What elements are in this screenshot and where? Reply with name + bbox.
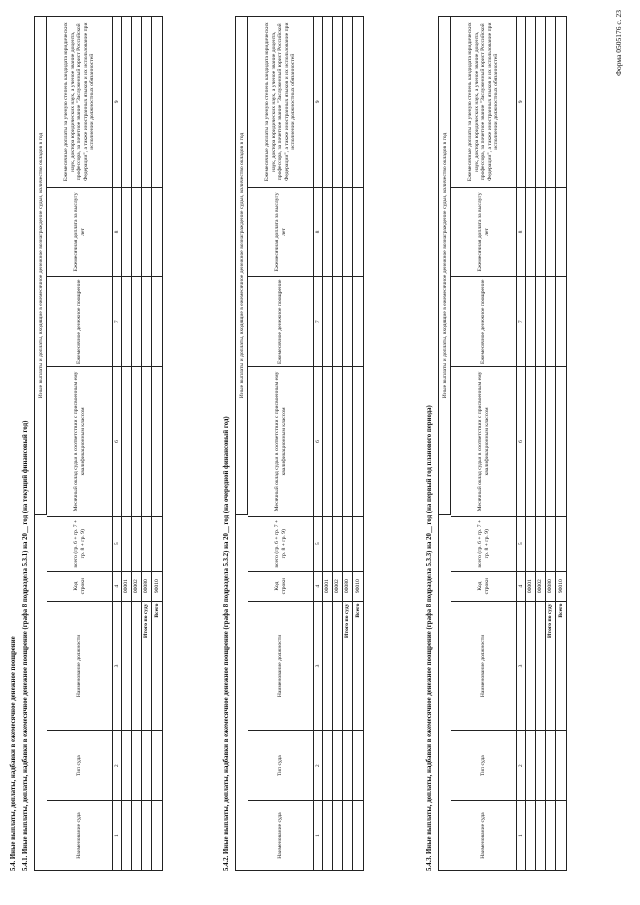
row-code: 00002 bbox=[333, 571, 343, 601]
column-number: 6 bbox=[314, 366, 323, 516]
section-heading: 5.4.2. Иные выплаты, доплаты, надбавки в ежемесячное денежное поощрение (графа 8 подраздела 5.3.2) на 20__ год (на очередной финансовый год) bbox=[223, 416, 230, 871]
table-cell bbox=[546, 366, 556, 516]
table-cell bbox=[132, 366, 142, 516]
table-cell bbox=[343, 17, 353, 187]
column-header: Наименование суда bbox=[248, 800, 314, 870]
table-row bbox=[536, 17, 546, 870]
grand-total-row bbox=[556, 17, 566, 870]
table-cell bbox=[132, 516, 142, 571]
column-number: 7 bbox=[113, 276, 122, 366]
column-number: 5 bbox=[113, 516, 122, 571]
row-code: 00002 bbox=[132, 571, 142, 601]
table-cell bbox=[152, 516, 162, 571]
table-cell bbox=[333, 187, 343, 277]
table-cell bbox=[343, 730, 353, 800]
column-header: Наименование суда bbox=[451, 800, 517, 870]
column-header: всего (гр. 6 + гр. 7 + гр. 8 + гр. 9) bbox=[451, 516, 517, 571]
total-code: 00080 bbox=[546, 571, 556, 601]
table-cell bbox=[536, 276, 546, 366]
table-cell bbox=[122, 17, 132, 187]
table-cell bbox=[122, 366, 132, 516]
column-header: Месячный оклад судьи в соответствии с присвоенным ему квалификационным классом bbox=[451, 366, 517, 516]
column-number: 2 bbox=[517, 730, 526, 800]
column-header: Код строки bbox=[248, 571, 314, 601]
grand-total-code: 90010 bbox=[353, 571, 363, 601]
table-cell bbox=[333, 730, 343, 800]
table-cell bbox=[343, 366, 353, 516]
column-header: Месячный оклад судьи в соответствии с присвоенным ему квалификационным классом bbox=[47, 366, 113, 516]
column-number: 4 bbox=[314, 571, 323, 601]
table-cell bbox=[536, 601, 546, 731]
table-cell bbox=[142, 276, 152, 366]
table-cell bbox=[333, 366, 343, 516]
table-row bbox=[526, 17, 536, 870]
table-cell bbox=[526, 366, 536, 516]
column-number: 8 bbox=[517, 187, 526, 277]
table-cell bbox=[556, 276, 566, 366]
total-label: Итого по суду bbox=[546, 601, 556, 731]
table-row bbox=[132, 17, 142, 870]
table-cell bbox=[536, 730, 546, 800]
header-row bbox=[451, 17, 517, 870]
column-header: Наименование должности bbox=[248, 601, 314, 731]
column-header: Месячный оклад судьи в соответствии с присвоенным ему квалификационным классом bbox=[248, 366, 314, 516]
table-cell bbox=[536, 800, 546, 870]
table-cell bbox=[323, 17, 333, 187]
table-row bbox=[122, 17, 132, 870]
column-header: Наименование суда bbox=[47, 800, 113, 870]
column-header: Тип суда bbox=[47, 730, 113, 800]
table-cell bbox=[122, 276, 132, 366]
table-cell bbox=[536, 17, 546, 187]
column-number: 7 bbox=[314, 276, 323, 366]
column-number: 6 bbox=[517, 366, 526, 516]
column-number: 6 bbox=[113, 366, 122, 516]
table-cell bbox=[353, 187, 363, 277]
column-number: 5 bbox=[517, 516, 526, 571]
column-number: 1 bbox=[517, 800, 526, 870]
table-cell bbox=[353, 17, 363, 187]
table-cell bbox=[526, 187, 536, 277]
table-cell bbox=[353, 516, 363, 571]
table-cell bbox=[323, 366, 333, 516]
table-cell bbox=[333, 276, 343, 366]
table-cell bbox=[323, 276, 333, 366]
span-header: Иные выплаты и доплаты, входящие в ежемесячное денежное вознаграждение судьи, количество окладов в год bbox=[35, 17, 47, 515]
table-cell bbox=[142, 800, 152, 870]
total-label: Итого по суду bbox=[343, 601, 353, 731]
table-cell bbox=[546, 187, 556, 277]
table-cell bbox=[122, 800, 132, 870]
grand-total-label: Всего bbox=[353, 601, 363, 731]
table-cell bbox=[343, 187, 353, 277]
table-cell bbox=[526, 601, 536, 731]
span-header: Иные выплаты и доплаты, входящие в ежемесячное денежное вознаграждение судьи, количество окладов в год bbox=[439, 17, 451, 515]
table-cell bbox=[353, 800, 363, 870]
column-number-row bbox=[314, 17, 323, 870]
table-cell bbox=[323, 187, 333, 277]
form-number: Форма 0505176 с. 23 bbox=[614, 10, 623, 76]
header-row bbox=[47, 17, 113, 870]
table-cell bbox=[142, 516, 152, 571]
table-cell bbox=[546, 276, 556, 366]
table-cell bbox=[132, 730, 142, 800]
column-header: Наименование должности bbox=[47, 601, 113, 731]
column-header: Ежемесячное денежное поощрение bbox=[248, 276, 314, 366]
table-cell bbox=[546, 516, 556, 571]
column-header: Наименование должности bbox=[451, 601, 517, 731]
section-heading: 5.4.3. Иные выплаты, доплаты, надбавки в ежемесячное денежное поощрение (графа 8 подраздела 5.3.3) на 20__ год (на первый год планового периода) bbox=[426, 405, 433, 871]
column-header: Ежемесячные доплаты за ученую степень кандидата юридических наук, доктора юридических наук, а ученое звание доцента, профессора, за почетное звание "Заслуженный юрист Российской Федерации", а также иностранных языков и их использование при исполнении должностных обязанностей bbox=[248, 17, 314, 187]
table-cell bbox=[343, 516, 353, 571]
column-number-row bbox=[113, 17, 122, 870]
table-cell bbox=[353, 730, 363, 800]
grand-total-label: Всего bbox=[556, 601, 566, 731]
section-table bbox=[235, 16, 364, 871]
table-cell bbox=[546, 800, 556, 870]
table-cell bbox=[536, 516, 546, 571]
table-cell bbox=[132, 276, 142, 366]
table-cell bbox=[333, 800, 343, 870]
column-number: 2 bbox=[113, 730, 122, 800]
table-row bbox=[333, 17, 343, 870]
table-cell bbox=[556, 187, 566, 277]
column-header: Тип суда bbox=[451, 730, 517, 800]
total-code: 00080 bbox=[142, 571, 152, 601]
table-row bbox=[323, 17, 333, 870]
column-header: Ежемесячная доплата за выслугу лет bbox=[451, 187, 517, 277]
column-number: 8 bbox=[113, 187, 122, 277]
table-cell bbox=[152, 800, 162, 870]
column-number: 4 bbox=[517, 571, 526, 601]
column-number: 9 bbox=[113, 17, 122, 187]
grand-total-label: Всего bbox=[152, 601, 162, 731]
table-cell bbox=[132, 17, 142, 187]
column-number: 1 bbox=[113, 800, 122, 870]
table-cell bbox=[343, 276, 353, 366]
column-number: 5 bbox=[314, 516, 323, 571]
table-cell bbox=[526, 516, 536, 571]
table-cell bbox=[122, 516, 132, 571]
total-row bbox=[546, 17, 556, 870]
column-number: 3 bbox=[314, 601, 323, 731]
total-row bbox=[142, 17, 152, 870]
grand-total-code: 90010 bbox=[152, 571, 162, 601]
table-cell bbox=[333, 516, 343, 571]
table-cell bbox=[546, 17, 556, 187]
total-row bbox=[343, 17, 353, 870]
span-header: Иные выплаты и доплаты, входящие в ежемесячное денежное вознаграждение судьи, количество окладов в год bbox=[236, 17, 248, 515]
table-cell bbox=[142, 730, 152, 800]
table-cell bbox=[152, 187, 162, 277]
column-number: 9 bbox=[314, 17, 323, 187]
table-cell bbox=[526, 17, 536, 187]
table-cell bbox=[343, 800, 353, 870]
column-header: Тип суда bbox=[248, 730, 314, 800]
row-code: 00001 bbox=[526, 571, 536, 601]
table-cell bbox=[353, 276, 363, 366]
section-heading-main: 5.4. Иные выплаты, доплаты, надбавки в ежемесячное денежное поощрение bbox=[10, 636, 17, 871]
table-cell bbox=[526, 800, 536, 870]
table-cell bbox=[556, 800, 566, 870]
grand-total-row bbox=[353, 17, 363, 870]
column-number: 8 bbox=[314, 187, 323, 277]
table-cell bbox=[122, 187, 132, 277]
table-cell bbox=[152, 366, 162, 516]
table-cell bbox=[323, 601, 333, 731]
row-code: 00001 bbox=[323, 571, 333, 601]
column-number: 9 bbox=[517, 17, 526, 187]
table-cell bbox=[152, 730, 162, 800]
table-cell bbox=[556, 516, 566, 571]
table-cell bbox=[353, 366, 363, 516]
column-number: 4 bbox=[113, 571, 122, 601]
table-cell bbox=[333, 17, 343, 187]
table-cell bbox=[142, 366, 152, 516]
column-header: Ежемесячное денежное поощрение bbox=[451, 276, 517, 366]
total-label: Итого по суду bbox=[142, 601, 152, 731]
table-cell bbox=[142, 17, 152, 187]
column-header: Ежемесячная доплата за выслугу лет bbox=[47, 187, 113, 277]
section-heading: 5.4.1. Иные выплаты, доплаты, надбавки в ежемесячное денежное поощрение (графа 8 подраздела 5.3.1) на 20__ год (на текущий финансовый год) bbox=[22, 420, 29, 871]
table-cell bbox=[333, 601, 343, 731]
grand-total-code: 90010 bbox=[556, 571, 566, 601]
table-cell bbox=[526, 276, 536, 366]
total-code: 00080 bbox=[343, 571, 353, 601]
column-number: 3 bbox=[113, 601, 122, 731]
table-cell bbox=[556, 366, 566, 516]
column-header: Ежемесячная доплата за выслугу лет bbox=[248, 187, 314, 277]
table-cell bbox=[323, 516, 333, 571]
table-cell bbox=[122, 730, 132, 800]
table-cell bbox=[536, 187, 546, 277]
row-code: 00001 bbox=[122, 571, 132, 601]
row-code: 00002 bbox=[536, 571, 546, 601]
header-row bbox=[248, 17, 314, 870]
section-table bbox=[34, 16, 163, 871]
table-cell bbox=[142, 187, 152, 277]
section-table bbox=[438, 16, 567, 871]
table-cell bbox=[323, 800, 333, 870]
column-header: всего (гр. 6 + гр. 7 + гр. 8 + гр. 9) bbox=[248, 516, 314, 571]
column-header: Код строки bbox=[451, 571, 517, 601]
table-cell bbox=[152, 17, 162, 187]
grand-total-row bbox=[152, 17, 162, 870]
table-cell bbox=[526, 730, 536, 800]
table-cell bbox=[556, 730, 566, 800]
table-cell bbox=[536, 366, 546, 516]
column-number: 2 bbox=[314, 730, 323, 800]
table-cell bbox=[556, 17, 566, 187]
table-cell bbox=[132, 601, 142, 731]
table-cell bbox=[132, 800, 142, 870]
column-header: Ежемесячное денежное поощрение bbox=[47, 276, 113, 366]
column-number-row bbox=[517, 17, 526, 870]
column-number: 3 bbox=[517, 601, 526, 731]
column-header: Код строки bbox=[47, 571, 113, 601]
table-cell bbox=[546, 730, 556, 800]
column-header: всего (гр. 6 + гр. 7 + гр. 8 + гр. 9) bbox=[47, 516, 113, 571]
column-number: 1 bbox=[314, 800, 323, 870]
table-cell bbox=[152, 276, 162, 366]
table-cell bbox=[122, 601, 132, 731]
table-cell bbox=[323, 730, 333, 800]
column-number: 7 bbox=[517, 276, 526, 366]
table-cell bbox=[132, 187, 142, 277]
column-header: Ежемесячные доплаты за ученую степень кандидата юридических наук, доктора юридических наук, а ученое звание доцента, профессора, за почетное звание "Заслуженный юрист Российской Федерации", а также иностранных языков и их использование при исполнении должностных обязанностей bbox=[451, 17, 517, 187]
column-header: Ежемесячные доплаты за ученую степень кандидата юридических наук, доктора юридических наук, а ученое звание доцента, профессора, за почетное звание "Заслуженный юрист Российской Федерации", а также иностранных языков и их использование при исполнении должностных обязанностей bbox=[47, 17, 113, 187]
